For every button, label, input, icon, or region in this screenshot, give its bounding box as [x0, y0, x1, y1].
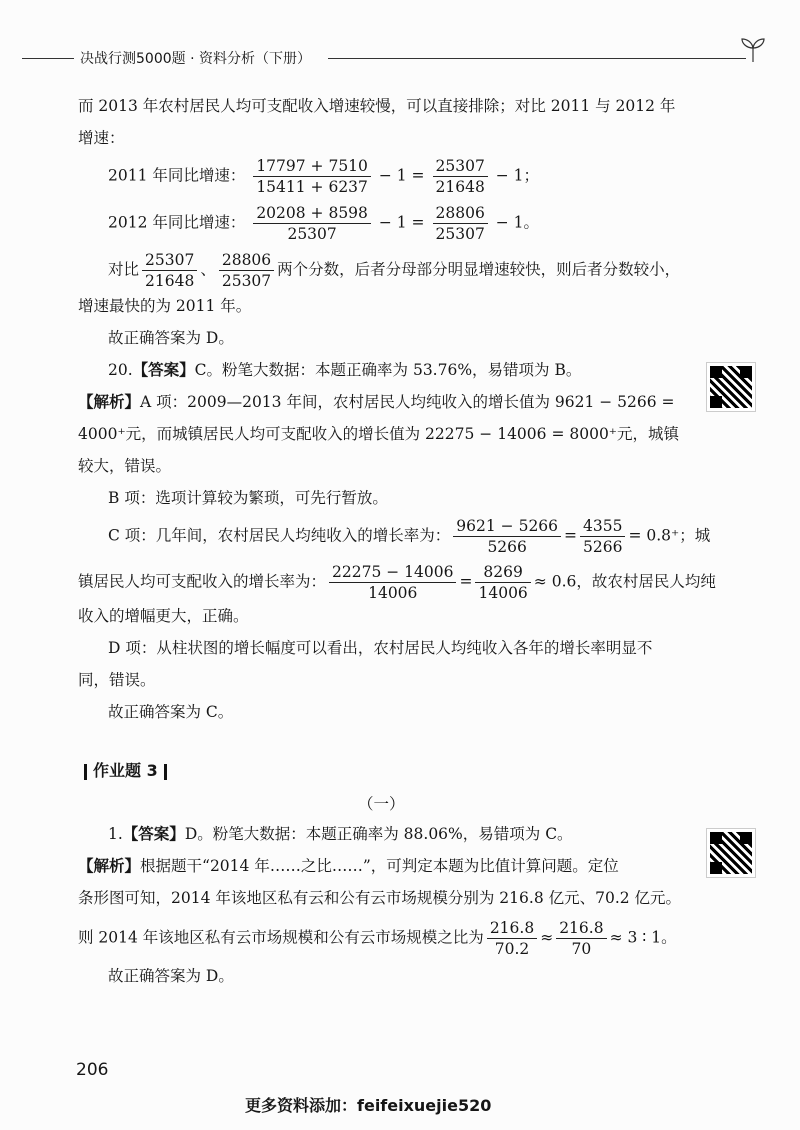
- analysis-line: [78, 854, 619, 878]
- denominator: 14006: [478, 584, 528, 602]
- formula-c1: [108, 516, 710, 557]
- text: C 项：几年间，农村居民人均纯收入的增长率为：: [108, 526, 451, 545]
- numerator: 8269: [475, 562, 530, 583]
- text: 则 2014 年该地区私有云市场规模和公有云市场规模之比为: [78, 928, 484, 947]
- numerator: 25307: [142, 250, 197, 271]
- paragraph-line: B 项：选项计算较为繁琐，可先行暂放。: [108, 489, 388, 507]
- qr-code[interactable]: [706, 828, 756, 878]
- operator: − 1 =: [378, 213, 425, 232]
- fraction: [253, 156, 371, 197]
- text: D。粉笔大数据：本题正确率为 88.06%，易错项为 C。: [184, 825, 573, 843]
- numerator: 28806: [219, 250, 274, 271]
- part-heading: （一）: [358, 795, 405, 813]
- answer-line: 故正确答案为 C。: [108, 703, 234, 721]
- text: C。粉笔大数据：本题正确率为 53.76%，易错项为 B。: [194, 361, 582, 379]
- denominator: 25307: [287, 225, 337, 243]
- sprout-icon: [738, 34, 768, 64]
- text: A 项：2009—2013 年间，农村居民人均纯收入的增长值为 9621 − 5266 =: [140, 393, 675, 411]
- paragraph-line: 增速：: [78, 129, 125, 147]
- numerator: 20208 + 8598: [253, 203, 371, 224]
- numerator: 22275 − 14006: [329, 562, 456, 583]
- paragraph-line: 4000⁺元，而城镇居民人均可支配收入的增长值为 22275 − 14006 = 8000⁺元，城镇: [78, 425, 679, 443]
- fraction: [487, 918, 537, 959]
- text: ≈ 0.6，故农村居民人均纯: [533, 572, 716, 591]
- formula-2012: [108, 203, 539, 244]
- denominator: 21648: [145, 272, 195, 290]
- denominator: 21648: [435, 178, 485, 196]
- question-1-answer: [108, 822, 573, 846]
- answer-line: 故正确答案为 D。: [108, 967, 234, 985]
- fraction: [433, 203, 488, 244]
- operator: ≈: [540, 928, 554, 947]
- formula-label: 2011 年同比增速：: [108, 166, 246, 185]
- formula-ratio: [78, 918, 677, 959]
- text: 镇居民人均可支配收入的增长率为：: [78, 572, 327, 591]
- denominator: 15411 + 6237: [256, 178, 368, 196]
- denominator: 70.2: [494, 940, 530, 958]
- paragraph-line: 增速最快的为 2011 年。: [78, 297, 252, 315]
- fraction: [253, 203, 371, 244]
- answer-tag: 【答案】: [132, 361, 195, 379]
- paragraph-line: 条形图可知，2014 年该地区私有云和公有云市场规模分别为 216.8 亿元、70.2 亿元。: [78, 889, 682, 907]
- fraction: [453, 516, 561, 557]
- fraction: [329, 562, 456, 603]
- fraction: [556, 918, 606, 959]
- formula-label: 2012 年同比增速：: [108, 213, 246, 232]
- text: = 0.8⁺；城: [628, 526, 711, 545]
- numerator: 28806: [433, 203, 488, 224]
- header-rule-right: [328, 58, 746, 59]
- answer-line: 故正确答案为 D。: [108, 329, 234, 347]
- section-heading: [78, 758, 173, 781]
- numerator: 17797 + 7510: [253, 156, 371, 177]
- paragraph-line: 较大，错误。: [78, 457, 172, 475]
- operator: =: [459, 572, 473, 591]
- footer-note: 更多资料添加：feifeixuejie520: [245, 1096, 492, 1115]
- fraction: [433, 156, 488, 197]
- text: 对比: [108, 260, 140, 279]
- denominator: 25307: [221, 272, 272, 290]
- numerator: 4355: [580, 516, 625, 537]
- header-rule-left: [22, 58, 74, 59]
- fraction: [142, 250, 197, 291]
- formula-2011: [108, 156, 539, 197]
- operator: − 1。: [495, 213, 540, 232]
- formula-c2: [78, 562, 716, 603]
- question-number: 20.: [108, 361, 133, 379]
- paragraph-line: 同，错误。: [78, 671, 156, 689]
- analysis-tag: 【解析】: [78, 393, 141, 411]
- operator: =: [564, 526, 578, 545]
- question-20-answer: [108, 358, 581, 382]
- denominator: 70: [571, 940, 592, 958]
- comparison-line: [108, 250, 680, 291]
- denominator: 5266: [487, 538, 527, 556]
- analysis-line: [78, 390, 675, 414]
- paragraph-line: 而 2013 年农村居民人均可支配收入增速较慢，可以直接排除；对比 2011 与 2012 年: [78, 97, 676, 115]
- question-number: 1.: [108, 825, 123, 843]
- denominator: 14006: [368, 584, 418, 602]
- answer-tag: 【答案】: [122, 825, 185, 843]
- numerator: 25307: [433, 156, 488, 177]
- fraction: [580, 516, 625, 557]
- text: 两个分数，后者分母部分明显增速较快，则后者分数较小，: [277, 260, 681, 279]
- numerator: 216.8: [556, 918, 606, 939]
- page-number: 206: [76, 1060, 109, 1080]
- text: ≈ 3 ∶ 1。: [609, 928, 677, 947]
- qr-code[interactable]: [706, 362, 756, 412]
- section-title: 作业题 3: [93, 761, 158, 780]
- paragraph-line: 收入的增幅更大，正确。: [78, 607, 249, 625]
- text: 、: [200, 260, 216, 279]
- paragraph-line: D 项：从柱状图的增长幅度可以看出，农村居民人均纯收入各年的增长率明显不: [108, 639, 653, 657]
- denominator: 25307: [435, 225, 485, 243]
- analysis-tag: 【解析】: [78, 857, 141, 875]
- operator: − 1；: [495, 166, 540, 185]
- operator: − 1 =: [378, 166, 425, 185]
- running-header-title: 决战行测5000题 · 资料分析（下册）: [80, 51, 311, 67]
- denominator: 5266: [583, 538, 623, 556]
- numerator: 216.8: [487, 918, 537, 939]
- fraction: [475, 562, 530, 603]
- fraction: [219, 250, 274, 291]
- text: 根据题干“2014 年……之比……”，可判定本题为比值计算问题。定位: [140, 857, 619, 875]
- numerator: 9621 − 5266: [453, 516, 561, 537]
